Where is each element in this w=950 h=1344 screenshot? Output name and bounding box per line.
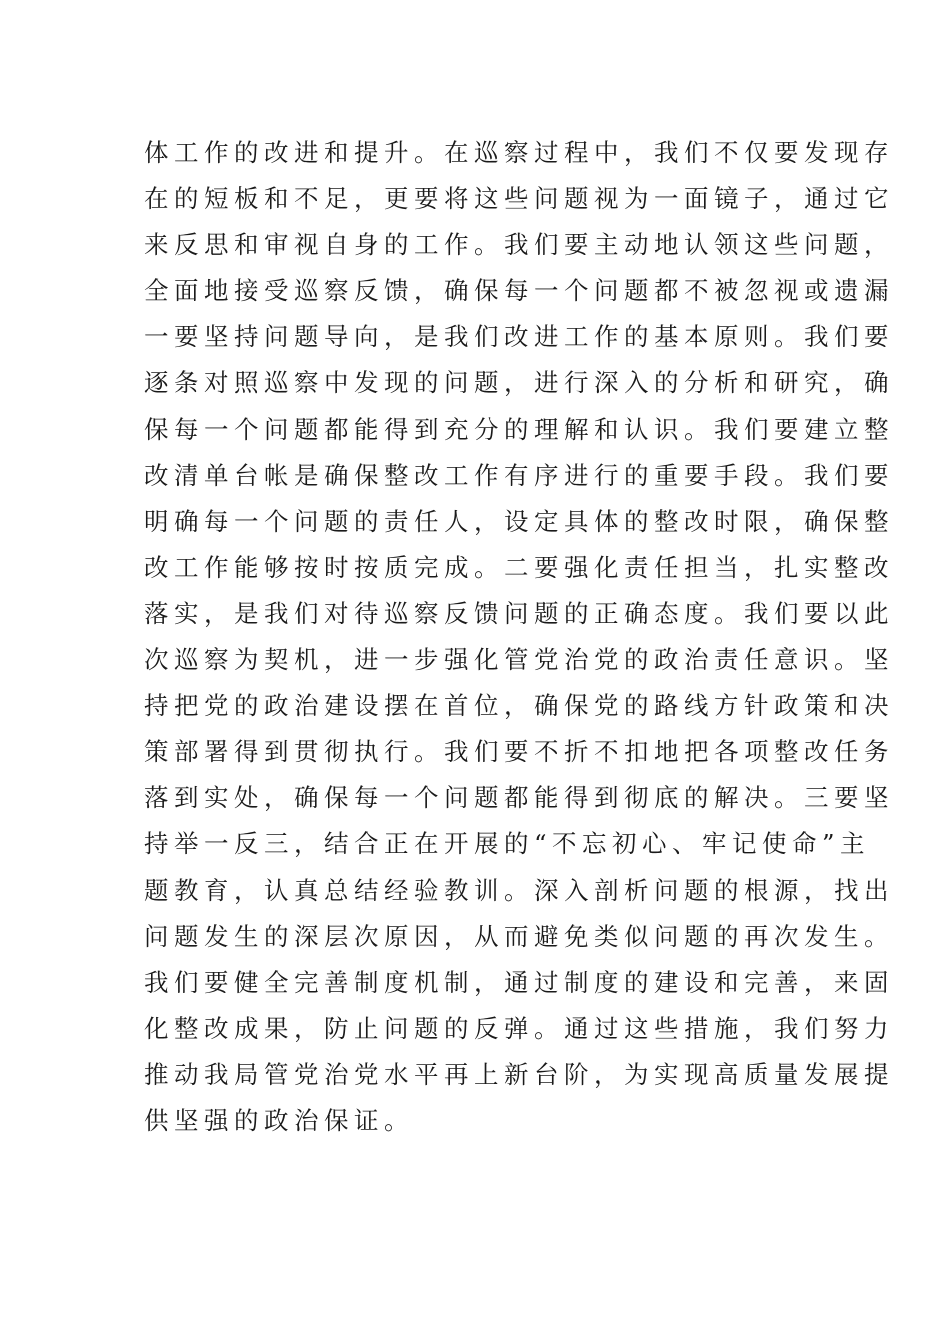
text-line: 持把党的政治建设摆在首位，确保党的路线方针政策和决 [144, 691, 894, 721]
text-line: 次巡察为契机，进一步强化管党治党的政治责任意识。坚 [144, 645, 894, 675]
text-line: 题教育，认真总结经验教训。深入剖析问题的根源，找出 [144, 875, 894, 905]
text-line: 落实，是我们对待巡察反馈问题的正确态度。我们要以此 [144, 598, 894, 628]
text-line: 在的短板和不足，更要将这些问题视为一面镜子，通过它 [144, 184, 894, 214]
text-line: 一要坚持问题导向，是我们改进工作的基本原则。我们要 [144, 322, 894, 352]
text-line: 来反思和审视自身的工作。我们要主动地认领这些问题， [144, 230, 894, 260]
text-line: 供坚强的政治保证。 [144, 1105, 414, 1135]
text-line: 持举一反三，结合正在开展的“不忘初心、牢记使命”主 [144, 829, 871, 859]
text-line: 全面地接受巡察反馈，确保每一个问题都不被忽视或遗漏 [144, 276, 894, 306]
text-line: 改工作能够按时按质完成。二要强化责任担当，扎实整改 [144, 552, 894, 582]
text-line: 推动我局管党治党水平再上新台阶，为实现高质量发展提 [144, 1059, 894, 1089]
text-line: 明确每一个问题的责任人，设定具体的整改时限，确保整 [144, 506, 894, 536]
text-line: 我们要健全完善制度机制，通过制度的建设和完善，来固 [144, 967, 894, 997]
text-line: 化整改成果，防止问题的反弹。通过这些措施，我们努力 [144, 1013, 894, 1043]
text-line: 保每一个问题都能得到充分的理解和认识。我们要建立整 [144, 414, 894, 444]
body-paragraph [144, 130, 894, 1144]
text-line: 落到实处，确保每一个问题都能得到彻底的解决。三要坚 [144, 783, 894, 813]
text-line: 逐条对照巡察中发现的问题，进行深入的分析和研究，确 [144, 368, 894, 398]
text-line: 策部署得到贯彻执行。我们要不折不扣地把各项整改任务 [144, 737, 894, 767]
text-line: 问题发生的深层次原因，从而避免类似问题的再次发生。 [144, 921, 894, 951]
text-line: 体工作的改进和提升。在巡察过程中，我们不仅要发现存 [144, 138, 894, 167]
text-line: 改清单台帐是确保整改工作有序进行的重要手段。我们要 [144, 460, 894, 490]
